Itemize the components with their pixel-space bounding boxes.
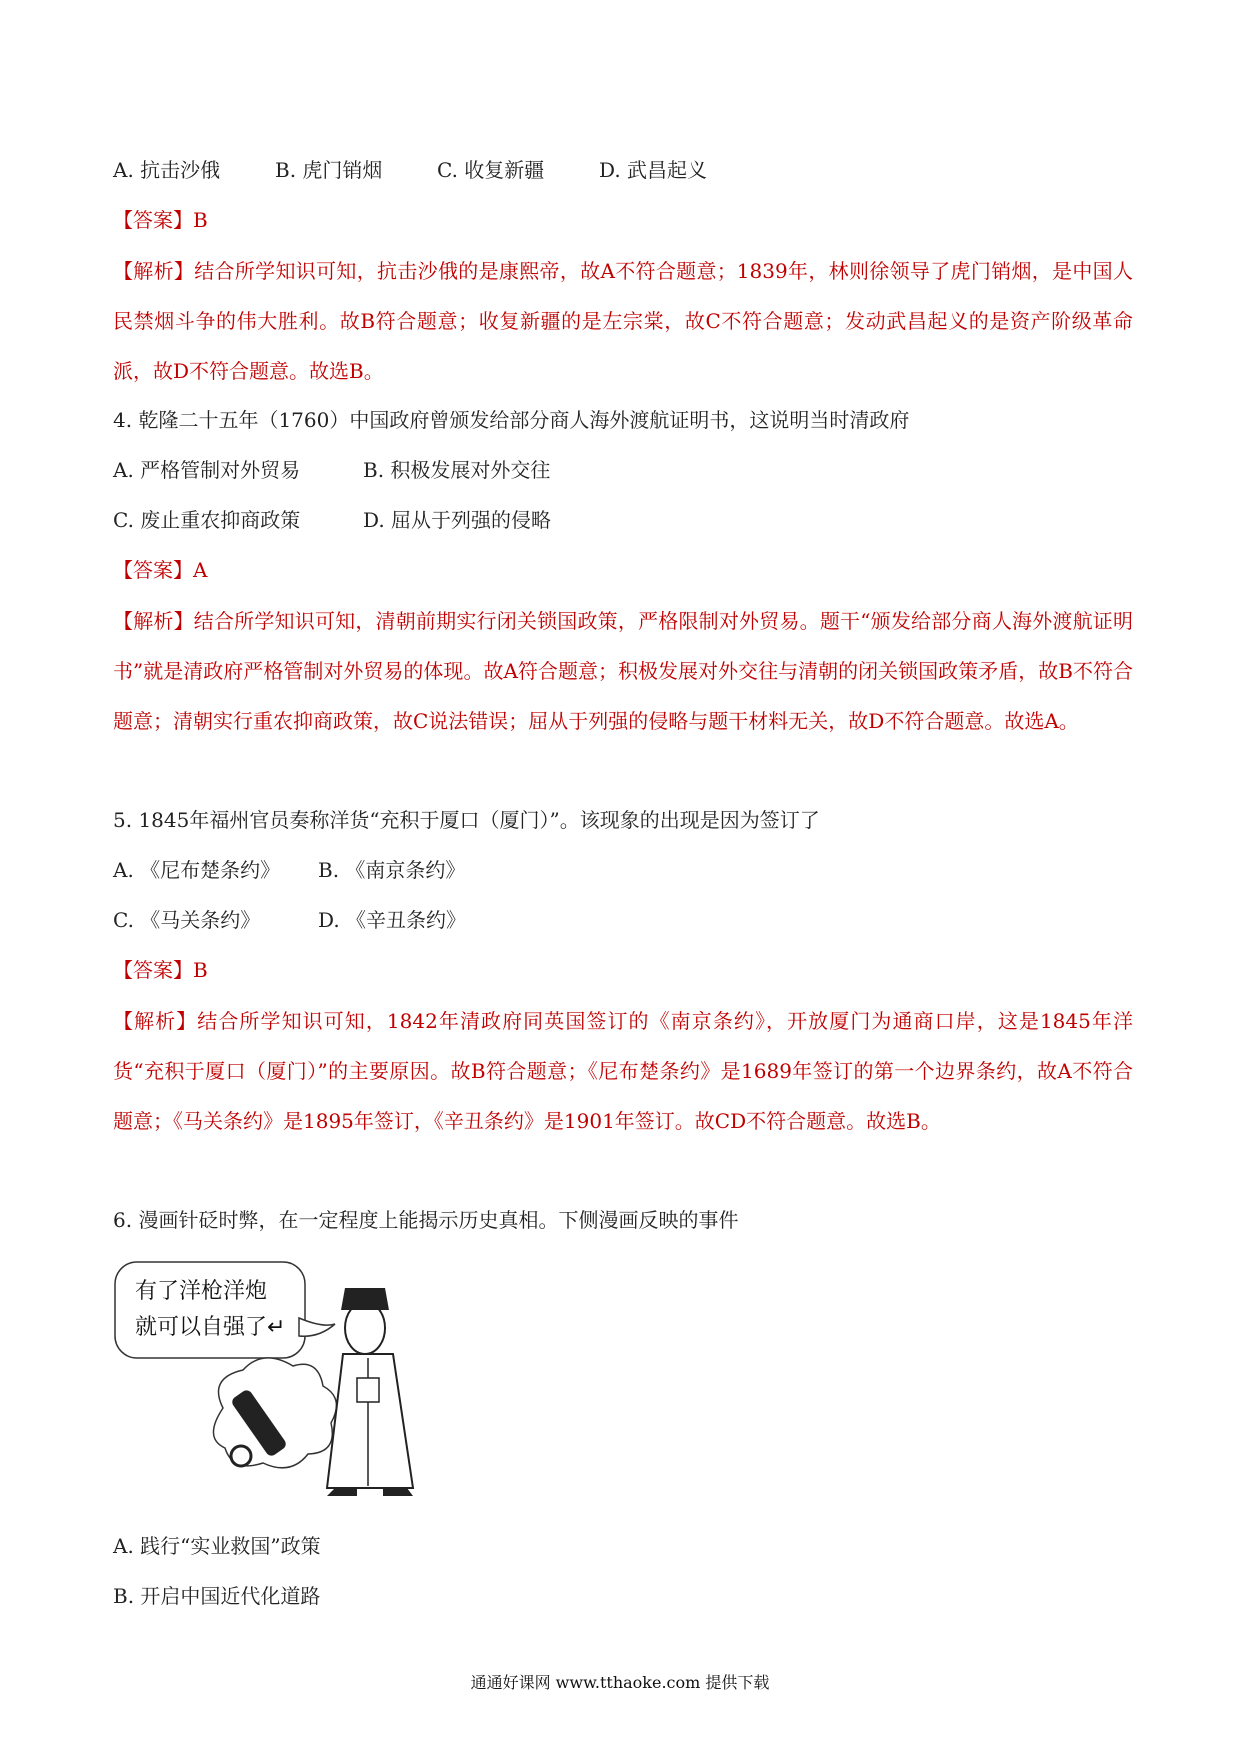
q5-analysis bbox=[113, 996, 1133, 1146]
q4-option-d: D. 屈从于列强的侵略 bbox=[363, 508, 552, 532]
q3-option-b: B. 虎门销烟 bbox=[275, 158, 383, 182]
q4-analysis bbox=[113, 596, 1133, 746]
q5-option-a: A. 《尼布楚条约》 bbox=[113, 858, 281, 882]
q3-analysis bbox=[113, 246, 1133, 396]
q4-options-row2 bbox=[113, 506, 551, 534]
q5-option-c: C. 《马关条约》 bbox=[113, 908, 261, 932]
q5-option-d: D. 《辛丑条约》 bbox=[318, 908, 467, 932]
q4-option-b: B. 积极发展对外交往 bbox=[363, 458, 551, 482]
q3-analysis-text: 【解析】结合所学知识可知，抗击沙俄的是康熙帝，故A不符合题意；1839年，林则徐领导了虎门销烟，是中国人民禁烟斗争的伟大胜利。故B符合题意；收复新疆的是左宗棠，故C不符合题意；发动武昌起义的是资产阶级革命派，故D不符合题意。故选B。 bbox=[113, 259, 1133, 383]
q4-option-a: A. 严格管制对外贸易 bbox=[113, 458, 301, 482]
q3-options bbox=[113, 156, 707, 184]
official-robe bbox=[327, 1354, 413, 1488]
cannon-wheel-icon bbox=[231, 1446, 251, 1466]
q5-analysis-text: 【解析】结合所学知识可知，1842年清政府同英国签订的《南京条约》，开放厦门为通商口岸，这是1845年洋货“充积于厦口（厦门）”的主要原因。故B符合题意；《尼布楚条约》是1689年签订的第一个边界条约，故A不符合题意；《马关条约》是1895年签订，《辛丑条约》是1901年签订。故CD不符合题意。故选B。 bbox=[113, 1009, 1133, 1133]
bubble-line-2: 就可以自强了↵ bbox=[135, 1315, 286, 1340]
q6-option-b: B. 开启中国近代化道路 bbox=[113, 1584, 321, 1608]
q5-options-row1 bbox=[113, 856, 465, 884]
q3-option-a: A. 抗击沙俄 bbox=[113, 158, 221, 182]
q5-stem: 5. 1845年福州官员奏称洋货“充积于厦口（厦门）”。该现象的出现是因为签订了 bbox=[113, 808, 820, 832]
robe-badge bbox=[357, 1378, 379, 1402]
official-hat bbox=[341, 1288, 389, 1310]
speech-bubble-tail bbox=[299, 1318, 335, 1336]
q5-option-b: B. 《南京条约》 bbox=[318, 858, 466, 882]
q4-option-c: C. 废止重农抑商政策 bbox=[113, 508, 301, 532]
q3-option-c: C. 收复新疆 bbox=[437, 158, 545, 182]
q5-options-row2 bbox=[113, 906, 466, 934]
speech-bubble bbox=[115, 1262, 305, 1358]
q3-answer: 【答案】B bbox=[113, 208, 208, 232]
q4-stem: 4. 乾隆二十五年（1760）中国政府曾颁发给部分商人海外渡航证明书，这说明当时清政府 bbox=[113, 408, 910, 432]
bubble-line-1: 有了洋枪洋炮 bbox=[135, 1279, 268, 1304]
q4-answer: 【答案】A bbox=[113, 558, 208, 582]
q6-option-a: A. 践行“实业救国”政策 bbox=[113, 1534, 321, 1558]
q4-analysis-text: 【解析】结合所学知识可知，清朝前期实行闭关锁国政策，严格限制对外贸易。题干“颁发给部分商人海外渡航证明书”就是清政府严格管制对外贸易的体现。故A符合题意；积极发展对外交往与清朝的闭关锁国政策矛盾，故B不符合题意；清朝实行重农抑商政策，故C说法错误；屈从于列强的侵略与题干材料无关，故D不符合题意。故选A。 bbox=[113, 609, 1133, 733]
q4-options-row1 bbox=[113, 456, 550, 484]
right-boot bbox=[383, 1488, 413, 1496]
q5-answer: 【答案】B bbox=[113, 958, 208, 982]
cartoon-image bbox=[113, 1258, 433, 1498]
cartoon-drawing bbox=[113, 1258, 433, 1498]
q3-option-d: D. 武昌起义 bbox=[599, 158, 708, 182]
q6-stem: 6. 漫画针砭时弊，在一定程度上能揭示历史真相。下侧漫画反映的事件 bbox=[113, 1208, 739, 1232]
left-boot bbox=[327, 1488, 357, 1496]
page-footer: 通通好课网 www.tthaoke.com 提供下载 bbox=[470, 1673, 770, 1692]
